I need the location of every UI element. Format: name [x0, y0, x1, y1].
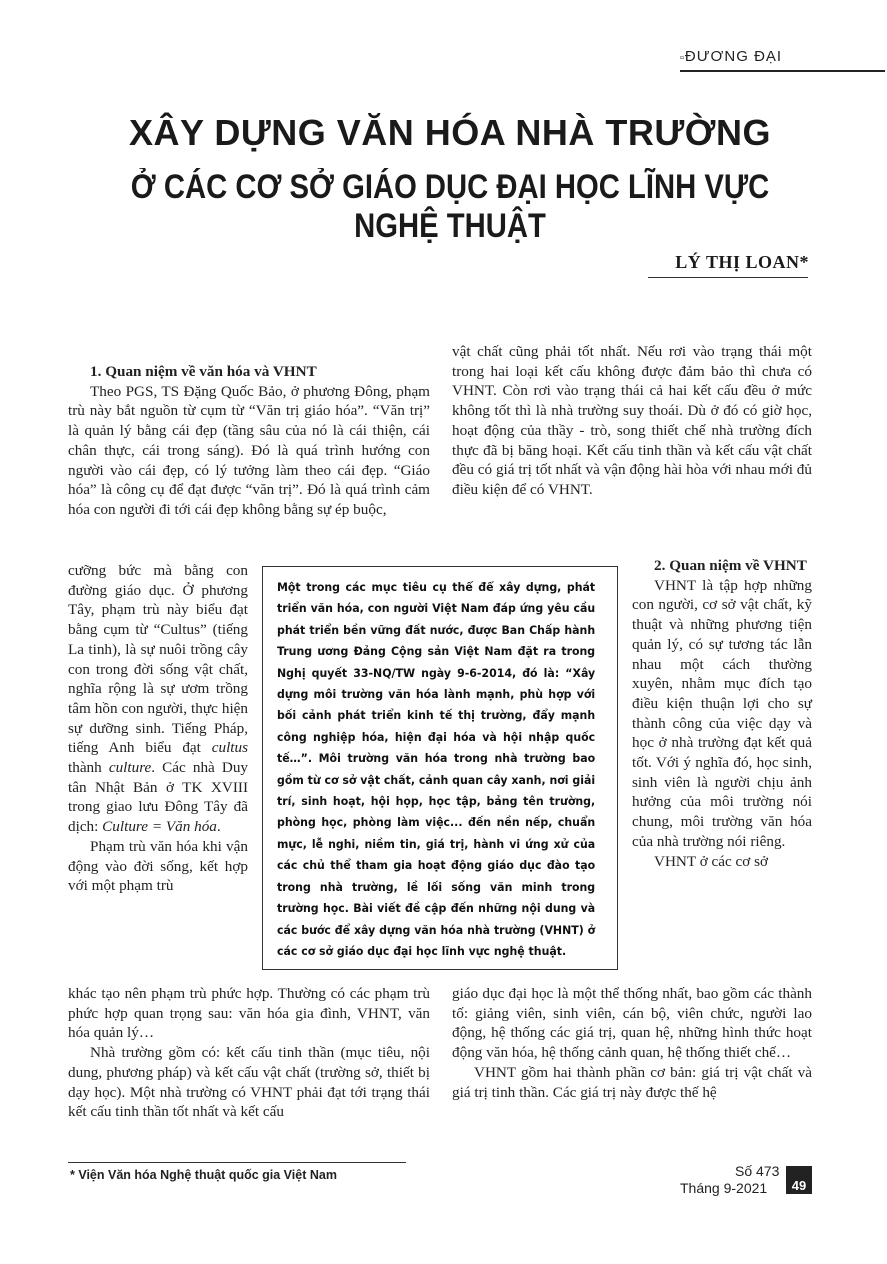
- abstract-callout-text: Một trong các mục tiêu cụ thể để xây dựng, phát triển văn hóa, con người Việt Nam đáp ứng yêu cầu phát triển bền vững đất nước, được Ban Chấp hành Trung ương Đảng Cộng sản Việt Nam đặt ra trong Nghị quyết 33-NQ/TW ngày 9-6-2014, đó là: “Xây dựng môi trường văn hóa lành mạnh, phù hợp với bối cảnh phát triển kinh tế thị trường, đẩy mạnh công nghiệp hóa, hiện đại hóa và hội nhập quốc tế…”. Môi trường văn hóa trong nhà trường bao gồm từ cơ sở vật chất, cảnh quan cây xanh, nơi giải trí, sinh hoạt, hội họp, học tập, bảng tên trường, phòng học, phòng làm việc... đến nền nếp, chuẩn mực, lễ nghi, niềm tin, giá trị, hành vi ứng xử của các chủ thể tham gia hoạt động giáo dục đào tạo trong nhà trường, lề lối sống văn minh trong trường học. Bài viết đề cập đến những nội dung và các bước để xây dựng văn hóa nhà trường (VHNT) ở các cơ sở giáo dục đại học lĩnh vực nghệ thuật.: [277, 581, 596, 958]
- term-culture-vanhoa: Culture = Văn hóa: [102, 818, 217, 836]
- paragraph-1-top: Theo PGS, TS Đặng Quốc Bảo, ở phương Đông, phạm trù này bắt nguồn từ cụm từ “Văn trị giáo hóa”. “Văn trị” là quản lý bằng cái đẹp (tầng sâu của nó là cái thiện, cái chân thực, cái trong sáng). Đó là quá trình hướng con người vào cái đẹp, có lý tưởng làm theo cái đẹp. “Giáo hóa” là công cụ để đạt được “văn trị”. Đó là quá trình cảm hóa con người đi tới cái đẹp không bằng sự ép buộc,: [68, 382, 430, 518]
- section-label-text: ĐƯƠNG ĐẠI: [684, 48, 783, 65]
- section-label: [680, 48, 782, 65]
- term-culture: culture: [108, 759, 152, 777]
- body-left-top: [68, 362, 430, 520]
- author-underline: [648, 277, 808, 278]
- article-title-line2: Ở CÁC CƠ SỞ GIÁO DỤC ĐẠI HỌC LĨNH VỰC NGHỆ THUẬT: [130, 168, 770, 245]
- p1-end-text: . Các nhà Duy tân Nhật Bản ở TK XVIII trong giao lưu Đông Tây đã dịch:: [68, 759, 249, 836]
- paragraph-5-full: giáo dục đại học là một thể thống nhất, bao gồm các thành tố: giảng viên, sinh viên, cán bộ, viên chức, người lao động, hệ thống các giá trị, quan hệ, những hình thức hoạt động văn hóa, hệ thống cảnh quan, hệ thống thiết chế…: [452, 985, 812, 1062]
- footnote: * Viện Văn hóa Nghệ thuật quốc gia Việt Nam: [70, 1168, 337, 1182]
- section-marker-icon: ▫: [680, 52, 685, 64]
- paragraph-3-cont: vật chất cũng phải tốt nhất. Nếu rơi vào trạng thái một trong hai loại kết cấu không được đảm bảo thì chưa có VHNT. Còn rơi vào trạng thái cả hai kết cấu đều ở mức không tốt thì là nhà trường suy thoái. Dù ở đó có giờ học, hoạt động của thầy - trò, song thiết chế nhà trường đích thực đã bị băng hoại. Kết cấu tinh thần và kết cấu vật chất đều có giá trị tốt nhất và vận động hài hòa với nhau mới đủ điều kiện để có VHNT.: [452, 343, 812, 498]
- article-title-line1: XÂY DỰNG VĂN HÓA NHÀ TRƯỜNG: [129, 112, 771, 153]
- word-thanh: thành: [68, 759, 102, 777]
- author-name: LÝ THỊ LOAN*: [675, 252, 809, 272]
- paragraph-2-full: khác tạo nên phạm trù phức hợp. Thường có các phạm trù phức hợp quan trọng sau: văn hóa gia đình, VHNT, văn hóa quản lý…: [68, 985, 430, 1042]
- page-number: 49: [786, 1166, 812, 1194]
- heading-section-2: 2. Quan niệm về VHNT: [654, 557, 807, 574]
- issue-month: Tháng 9-2021: [680, 1180, 768, 1196]
- issue-number: Số 473: [735, 1163, 780, 1179]
- paragraph-2-side: Phạm trù văn hóa khi vận động vào đời sống, kết hợp với một phạm trù: [68, 837, 248, 895]
- paragraph-4-side: VHNT là tập hợp những con người, cơ sở vật chất, kỹ thuật và những phương tiện quản lý, có sự tương tác lẫn nhau một cách thường xuyên, nhằm mục đích tạo điều kiện thuận lợi cho sự thành công của việc dạy và học ở nhà trường đạt kết quả tốt. Với ý nghĩa đó, học sinh, sinh viên là người chịu ảnh hưởng của môi trường nói chung, môi trường văn hóa của nhà trường nói riêng.: [632, 576, 812, 850]
- section-divider: [680, 70, 885, 72]
- body-right-top: [452, 342, 812, 500]
- body-left-bottom: [68, 984, 430, 1122]
- paragraph-5-side: VHNT ở các cơ sở: [654, 852, 769, 870]
- body-right-side: [632, 556, 812, 871]
- body-right-bottom: [452, 984, 812, 1102]
- body-left-side: [68, 561, 248, 896]
- p1-side-text: cưỡng bức mà bằng con đường giáo dục. Ở phương Tây, phạm trù này biểu đạt bằng cụm từ “Cultus” (tiếng La tinh), là sự nuôi trồng cây con trong đời sống vật chất, nghĩa rộng là sự ươm trồng tâm hồn con người, thực hiện sự dưỡng sinh. Tiếng Pháp, tiếng Anh biểu đạt: [68, 562, 248, 757]
- paragraph-3: Nhà trường gồm có: kết cấu tinh thần (mục tiêu, nội dung, phương pháp) và kết cấu vật chất (trường sở, thiết bị dạy học). Một nhà trường có VHNT phải đạt tới trạng thái kết cấu tinh thần tốt nhất và kết cấu: [68, 1044, 430, 1121]
- paragraph-1-side: cưỡng bức mà bằng con đường giáo dục. Ở phương Tây, phạm trù này biểu đạt bằng cụm từ “Cultus” (tiếng La tinh), là sự nuôi trồng cây con trong đời sống vật chất, nghĩa rộng là sự ươm trồng tâm hồn con người, thực hiện sự dưỡng sinh. Tiếng Pháp, tiếng Anh biểu đạt cultus thành culture. Các nhà Duy tân Nhật Bản ở TK XVIII trong giao lưu Đông Tây đã dịch: Culture = Văn hóa.: [68, 562, 249, 836]
- heading-section-1: 1. Quan niệm về văn hóa và VHNT: [90, 363, 317, 380]
- abstract-callout-box: [262, 566, 618, 970]
- paragraph-6: VHNT gồm hai thành phần cơ bản: giá trị vật chất và giá trị tinh thần. Các giá trị này được thế hệ: [452, 1063, 812, 1101]
- footnote-divider: [68, 1162, 406, 1163]
- term-cultus: cultus: [211, 739, 249, 757]
